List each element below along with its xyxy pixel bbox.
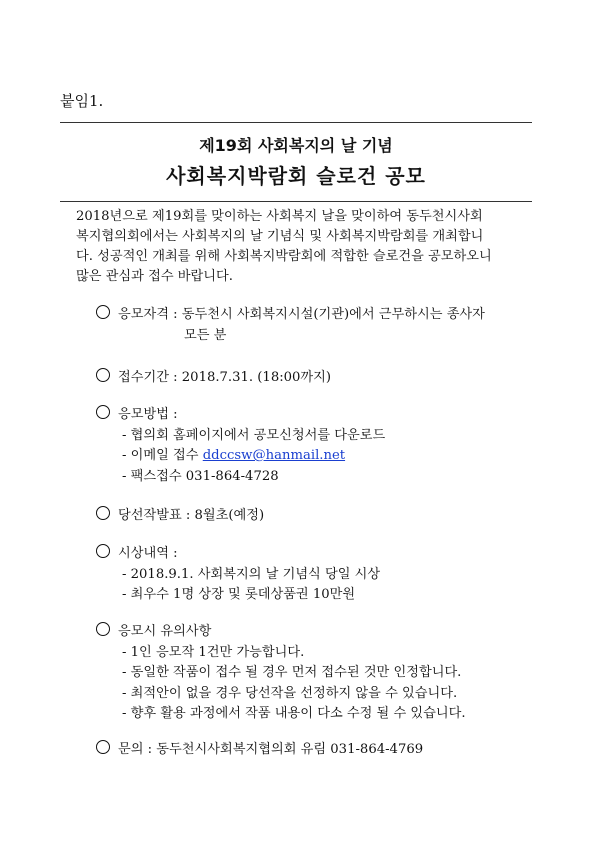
notes-one-entry: - 1인 응모작 1건만 가능합니다. — [122, 644, 305, 660]
top-divider — [60, 122, 532, 123]
method-email-line — [96, 446, 385, 467]
notes-item — [96, 622, 466, 725]
circle-bullet-icon — [96, 405, 110, 419]
notes-modification: - 향후 활용 과정에서 작품 내용이 다소 수정 될 수 있습니다. — [122, 706, 466, 721]
awards-ceremony: - 2018.9.1. 사회복지의 날 기념식 당일 시상 — [122, 566, 381, 582]
notes-duplicate: - 동일한 작품이 접수 될 경우 먼저 접수된 것만 인정합니다. — [122, 665, 462, 680]
circle-bullet-icon — [96, 305, 110, 319]
circle-bullet-icon — [96, 368, 110, 382]
notes-label: 응모시 유의사항 — [118, 624, 212, 639]
circle-bullet-icon — [96, 740, 110, 754]
awards-item — [96, 544, 380, 606]
method-item — [96, 405, 385, 487]
contact-label: 문의 : 동두천시사회복지협의회 유림 031-864-4769 — [118, 742, 424, 757]
announcement-label: 당선작발표 : 8월초(예정) — [118, 508, 265, 523]
intro-paragraph — [76, 207, 534, 287]
circle-bullet-icon — [96, 622, 110, 636]
circle-bullet-icon — [96, 544, 110, 558]
intro-line: 많은 관심과 접수 바랍니다. — [76, 269, 233, 284]
title-line-1: 제19회 사회복지의 날 기념 — [199, 136, 393, 155]
circle-bullet-icon — [96, 506, 110, 520]
period-label: 접수기간 : 2018.7.31. (18:00까지) — [118, 370, 332, 385]
eligibility-item — [96, 305, 485, 346]
title-line-2: 사회복지박람회 슬로건 공모 — [166, 164, 426, 188]
email-link[interactable]: ddccsw@hanmail.net — [202, 448, 346, 463]
intro-line: 복지협의회에서는 사회복지의 날 기념식 및 사회복지박람회를 개최합니 — [76, 229, 484, 244]
eligibility-label: 응모자격 : 동두천시 사회복지시설(기관)에서 근무하시는 종사자 — [118, 307, 485, 322]
period-item — [96, 368, 331, 389]
method-download: - 협의회 홈페이지에서 공모신청서를 다운로드 — [122, 427, 386, 443]
intro-line: 다. 성공적인 개최를 위해 사회복지박람회에 적합한 슬로건을 공모하오니 — [76, 249, 492, 264]
eligibility-continuation: 모든 분 — [184, 327, 227, 343]
announcement-item — [96, 506, 264, 527]
contact-item — [96, 740, 423, 761]
title-divider — [60, 201, 532, 202]
awards-prize: - 최우수 1명 상장 및 롯데상품권 10만원 — [122, 587, 356, 602]
intro-line: 2018년으로 제19회를 맞이하는 사회복지 날을 맞이하여 동두천시사회 — [76, 209, 483, 224]
notes-no-winner: - 최적안이 없을 경우 당선작을 선정하지 않을 수 있습니다. — [122, 685, 458, 701]
attachment-label: 붙임1. — [60, 92, 104, 110]
method-label: 응모방법 : — [118, 407, 178, 422]
method-fax: - 팩스접수 031-864-4728 — [122, 468, 279, 484]
method-email-prefix: - 이메일 접수 — [122, 448, 203, 463]
awards-label: 시상내역 : — [118, 546, 178, 561]
